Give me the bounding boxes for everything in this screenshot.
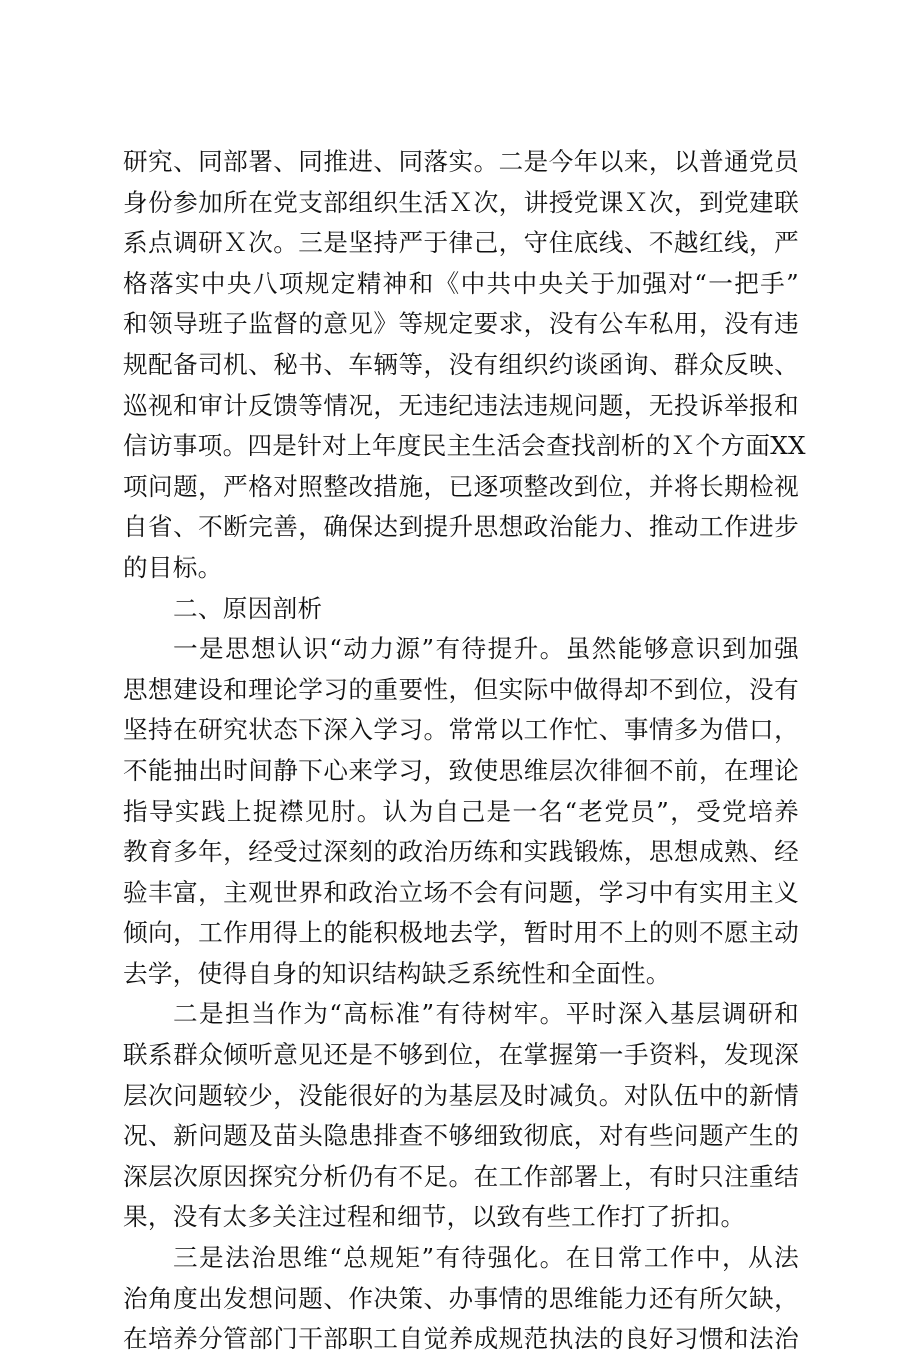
text-line: 在培养分管部门干部职工自觉养成规范执法的良好习惯和法治 xyxy=(123,1324,799,1354)
text-line: 思想建设和理论学习的重要性，但实际中做得却不到位，没有 xyxy=(123,674,799,704)
text-line: 项问题，严格对照整改措施，已逐项整改到位，并将长期检视 xyxy=(123,471,799,501)
text-line: 深层次原因探究分析仍有不足。在工作部署上，有时只注重结 xyxy=(123,1161,799,1191)
text-line: 指导实践上捉襟见肘。认为自己是一名“老党员”，受党培养 xyxy=(123,796,799,826)
text-line: 教育多年，经受过深刻的政治历练和实践锻炼，思想成熟、经 xyxy=(123,837,799,867)
text-line: 研究、同部署、同推进、同落实。二是今年以来，以普通党员 xyxy=(123,147,799,176)
text-line: 况、新问题及苗头隐患排查不够细致彻底，对有些问题产生的 xyxy=(123,1121,799,1151)
text-line: 的目标。 xyxy=(123,552,223,582)
text-line: 不能抽出时间静下心来学习，致使思维层次徘徊不前，在理论 xyxy=(123,755,799,785)
text-line: 坚持在研究状态下深入学习。常常以工作忙、事情多为借口， xyxy=(123,715,799,745)
text-line: 自省、不断完善，确保达到提升思想政治能力、推动工作进步 xyxy=(123,512,799,542)
text-line: 验丰富，主观世界和政治立场不会有问题，学习中有实用主义 xyxy=(123,877,799,907)
document-body xyxy=(123,142,806,1360)
text-line: 规配备司机、秘书、车辆等，没有组织约谈函询、群众反映、 xyxy=(123,349,799,379)
paragraph-first-line: 三是法治思维“总规矩”有待强化。在日常工作中，从法 xyxy=(173,1243,799,1273)
text-line: 层次问题较少，没能很好的为基层及时减负。对队伍中的新情 xyxy=(123,1080,799,1110)
text-line: 系点调研Ｘ次。三是坚持严于律己，守住底线、不越红线，严 xyxy=(123,228,799,258)
text-line: 倾向，工作用得上的能积极地去学，暂时用不上的则不愿主动 xyxy=(123,918,799,948)
paragraph-first-line: 二是担当作为“高标准”有待树牢。平时深入基层调研和 xyxy=(173,999,799,1029)
text-line: 治角度出发想问题、作决策、办事情的思维能力还有所欠缺， xyxy=(123,1283,799,1313)
text-line: 联系群众倾听意见还是不够到位，在掌握第一手资料，发现深 xyxy=(123,1040,799,1070)
text-line: 身份参加所在党支部组织生活Ｘ次，讲授党课Ｘ次，到党建联 xyxy=(123,187,799,217)
text-line: 格落实中央八项规定精神和《中共中央关于加强对“一把手” xyxy=(123,268,799,298)
text-line: 去学，使得自身的知识结构缺乏系统性和全面性。 xyxy=(123,958,671,988)
text-line: 果，没有太多关注过程和细节，以致有些工作打了折扣。 xyxy=(123,1202,746,1232)
paragraph-first-line: 一是思想认识“动力源”有待提升。虽然能够意识到加强 xyxy=(173,634,799,664)
text-line: 和领导班子监督的意见》等规定要求，没有公车私用，没有违 xyxy=(123,309,799,339)
text-line: 信访事项。四是针对上年度民主生活会查找剖析的Ｘ个方面XX xyxy=(123,431,806,461)
section-heading: 二、原因剖析 xyxy=(173,593,323,623)
text-line: 巡视和审计反馈等情况，无违纪违法违规问题，无投诉举报和 xyxy=(123,390,799,420)
